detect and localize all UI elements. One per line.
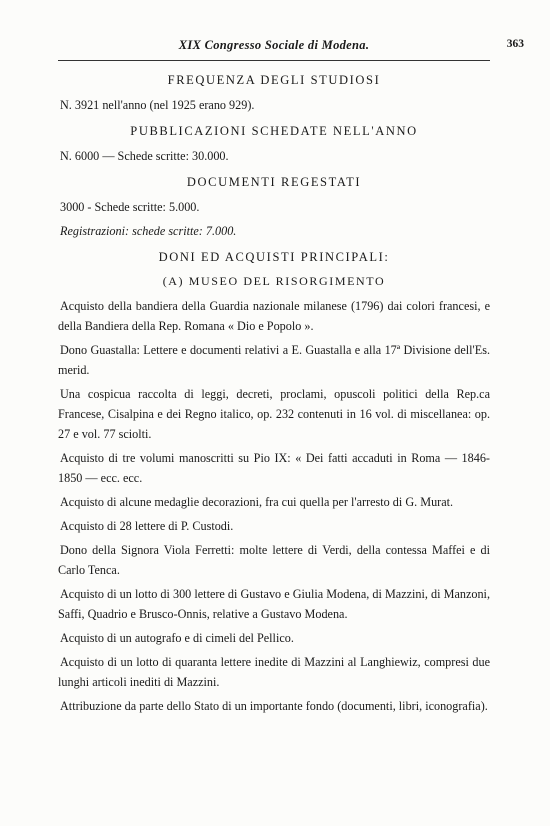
section-text-pubblicazioni: N. 6000 — Schede scritte: 30.000. (60, 149, 229, 163)
section-heading-documenti: DOCUMENTI REGESTATI (186, 175, 362, 189)
page-number: 363 (506, 38, 524, 50)
running-header (58, 38, 524, 60)
doni-heading: DONI ED ACQUISTI PRINCIPALI: (158, 250, 390, 264)
section-heading-pubblicazioni: PUBBLICAZIONI SCHEDATE NELL'ANNO (130, 124, 418, 138)
acquisition-paragraph: Acquisto di un lotto di 300 lettere di Gustavo e Giulia Modena, di Mazzini, di Manzoni, Saffi, Quadrio e Brusco-Onnis, relative a Gustavo Modena. (58, 587, 490, 621)
museo-subheading: (A) MUSEO DEL RISORGIMENTO (162, 274, 386, 288)
acquisition-paragraph: Attribuzione da parte dello Stato di un importante fondo (documenti, libri, iconografia). (60, 699, 488, 713)
document-page (58, 38, 524, 716)
acquisition-paragraph: Dono della Signora Viola Ferretti: molte lettere di Verdi, della contessa Maffei e di Carlo Tenca. (58, 543, 490, 577)
acquisition-paragraph: Una cospicua raccolta di leggi, decreti, proclami, opuscoli politici della Rep.ca Francese, Cisalpina e dei Regno italico, op. 232 contenuti in 16 vol. di miscellanea: op. 27 e vol. 77 sciolti. (58, 387, 490, 441)
acquisition-paragraph: Acquisto di tre volumi manoscritti su Pio IX: « Dei fatti accaduti in Roma — 1846-1850 — ecc. ecc. (58, 451, 490, 485)
acquisition-paragraph: Dono Guastalla: Lettere e documenti relativi a E. Guastalla e alla 17ª Divisione dell'Es. merid. (58, 343, 490, 377)
section-text-documenti-2: Registrazioni: schede scritte: 7.000. (60, 224, 237, 238)
acquisition-paragraph: Acquisto di 28 lettere di P. Custodi. (60, 519, 234, 533)
header-title: XIX Congresso Sociale di Modena. (178, 38, 370, 52)
acquisition-paragraph: Acquisto di un autografo e di cimeli del Pellico. (60, 631, 294, 645)
acquisition-paragraph: Acquisto di alcune medaglie decorazioni, fra cui quella per l'arresto di G. Murat. (60, 495, 454, 509)
section-heading-frequenza: FREQUENZA DEGLI STUDIOSI (167, 73, 381, 87)
section-text-frequenza: N. 3921 nell'anno (nel 1925 erano 929). (60, 98, 255, 112)
acquisition-paragraph: Acquisto di un lotto di quaranta lettere inedite di Mazzini al Langhiewiz, compresi due lunghi articoli inediti di Mazzini. (58, 655, 490, 689)
acquisition-paragraph: Acquisto della bandiera della Guardia nazionale milanese (1796) dai colori francesi, e della Bandiera della Rep. Romana « Dio e Popolo ». (58, 299, 490, 333)
header-rule (58, 60, 490, 61)
section-text-documenti-1: 3000 - Schede scritte: 5.000. (60, 200, 200, 214)
